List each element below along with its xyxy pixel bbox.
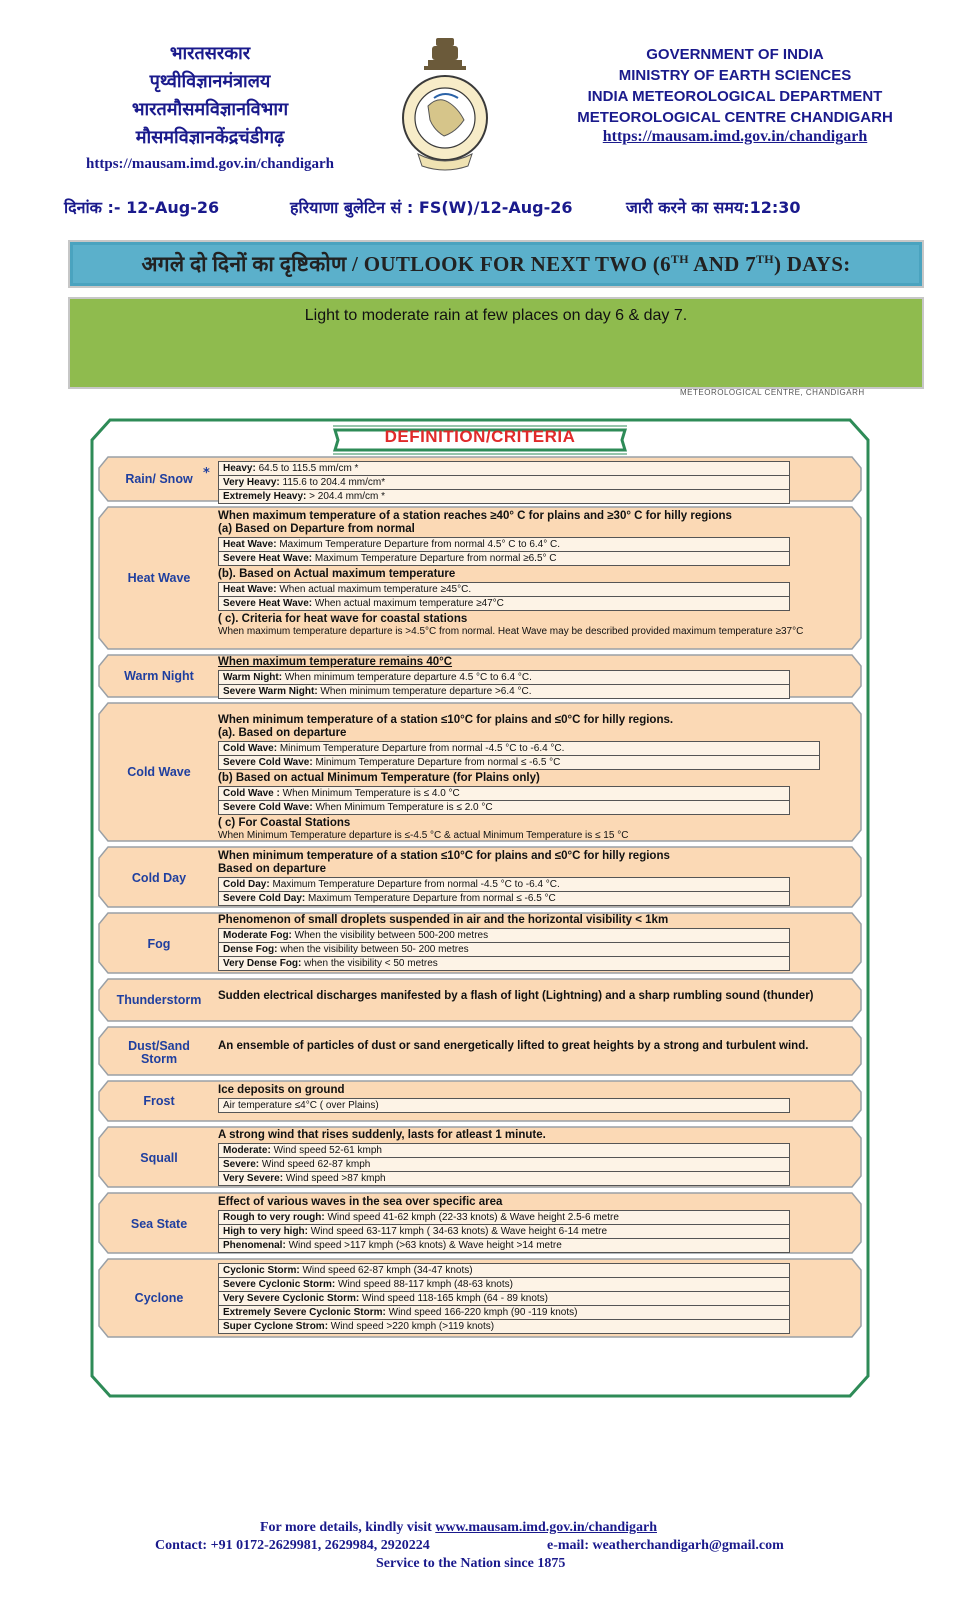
bulletin-date: दिनांक :- 12-Aug-26	[64, 198, 220, 217]
warmnight-table	[218, 670, 790, 699]
criteria-row-cold-day	[98, 846, 862, 908]
label-cyclone: Cyclone	[134, 1291, 184, 1305]
heatwave-a-row-1: Heat Wave: Maximum Temperature Departure from normal 4.5° C to 6.4° C.	[219, 538, 789, 552]
rain-row-3: Extremely Heavy: > 204.4 mm/cm *	[223, 491, 386, 502]
coldwave-b-table	[218, 786, 790, 815]
label-warm-night: Warm Night	[124, 669, 194, 683]
label-squall: Squall	[140, 1151, 178, 1165]
label-thunderstorm: Thunderstorm	[116, 993, 202, 1007]
footer-service: Service to the Nation since 1875	[376, 1556, 566, 1571]
footer-website-link[interactable]: www.mausam.imd.gov.in/chandigarh	[435, 1520, 657, 1535]
warmnight-intro: When maximum temperature remains 40°C	[218, 656, 453, 668]
seastate-table	[218, 1210, 790, 1253]
outlook-sup-2: TH	[756, 252, 774, 266]
criteria-row-sea-state	[98, 1192, 862, 1254]
outlook-sup-1: TH	[670, 252, 689, 266]
criteria-row-heat-wave	[98, 506, 862, 650]
squall-row-2: Severe: Wind speed 62-87 kmph	[219, 1158, 789, 1172]
outlook-title-bar	[68, 240, 924, 288]
outlook-text: Light to moderate rain at few places on day 6 & day 7.	[304, 307, 688, 324]
coldwave-a-row-1: Cold Wave: Minimum Temperature Departure from normal -4.5 °C to -6.4 °C.	[219, 742, 819, 756]
label-cold-wave: Cold Wave	[127, 765, 191, 779]
fog-intro: Phenomenon of small droplets suspended in air and the horizontal visibility < 1km	[218, 914, 669, 926]
label-rain-snow: Rain/ Snow	[125, 472, 193, 486]
seastate-row-1: Rough to very rough: Wind speed 41-62 kmph (22-33 knots) & Wave height 2.5-6 metre	[219, 1211, 789, 1225]
warmnight-row-2: Severe Warm Night: When minimum temperature departure >6.4 °C.	[223, 686, 532, 697]
frost-row-1: Air temperature ≤4°C ( over Plains)	[223, 1100, 379, 1111]
heatwave-a-title: (a) Based on Departure from normal	[218, 523, 415, 535]
squall-table	[218, 1143, 790, 1186]
coldwave-b-title: (b) Based on actual Minimum Temperature (for Plains only)	[218, 772, 540, 784]
coldday-table	[218, 877, 790, 906]
squall-intro: A strong wind that rises suddenly, lasts for atleast 1 minute.	[218, 1129, 546, 1141]
criteria-row-rain-snow	[98, 456, 862, 502]
heatwave-a-row-2: Severe Heat Wave: Maximum Temperature Departure from normal ≥6.5° C	[223, 553, 557, 564]
rain-row-1: Heavy: 64.5 to 115.5 mm/cm *	[219, 462, 789, 476]
definition-criteria-panel	[90, 418, 870, 1398]
footer-email[interactable]: e-mail: weatherchandigarh@gmail.com	[547, 1538, 784, 1553]
outlook-title-suffix: ) DAYS:	[773, 252, 851, 276]
english-line-1: GOVERNMENT OF INDIA	[646, 46, 824, 63]
rain-star-mark: *	[203, 466, 210, 481]
heatwave-b-row-1: Heat Wave: When actual maximum temperature ≥45°C.	[219, 583, 789, 597]
outlook-title-prefix: अगले दो दिनों का दृष्टिकोण / OUTLOOK FOR NEXT TWO (6	[141, 252, 671, 276]
label-dust-storm	[100, 1040, 218, 1066]
heatwave-intro: When maximum temperature of a station reaches ≥40° C for plains and ≥30° C for hilly regions	[218, 510, 732, 522]
hindi-url-link[interactable]: https://mausam.imd.gov.in/chandigarh	[86, 156, 334, 172]
fog-row-2: Dense Fog: when the visibility between 50- 200 metres	[219, 943, 789, 957]
english-line-2: MINISTRY OF EARTH SCIENCES	[618, 67, 852, 84]
fog-table	[218, 928, 790, 971]
imd-emblem-logo	[398, 36, 492, 176]
warmnight-row-1: Warm Night: When minimum temperature departure 4.5 °C to 6.4 °C.	[219, 671, 789, 685]
outlook-content-box	[68, 297, 924, 389]
heatwave-c-text: When maximum temperature departure is >4.5°C from normal. Heat Wave may be described provided maximum temperature ≥37°C	[218, 626, 804, 637]
coldwave-b-row-2: Severe Cold Wave: When Minimum Temperature is ≤ 2.0 °C	[223, 802, 493, 813]
hindi-line-2: पृथ्वीविज्ञानमंत्रालय	[149, 71, 271, 92]
coldday-row-1: Cold Day: Maximum Temperature Departure from normal -4.5 °C to -6.4 °C.	[219, 878, 789, 892]
english-line-3: INDIA METEOROLOGICAL DEPARTMENT	[587, 88, 883, 105]
english-header	[560, 44, 910, 146]
heatwave-a-table	[218, 537, 790, 566]
criteria-row-frost	[98, 1080, 862, 1122]
hindi-header	[60, 40, 360, 173]
seastate-intro: Effect of various waves in the sea over specific area	[218, 1196, 503, 1208]
coldday-intro: When minimum temperature of a station ≤10°C for plains and ≤0°C for hilly regions	[218, 850, 670, 862]
coldwave-a-table	[218, 741, 820, 770]
squall-row-3: Very Severe: Wind speed >87 kmph	[223, 1173, 386, 1184]
coldwave-c-title: ( c) For Coastal Stations	[218, 817, 351, 829]
heatwave-b-row-2: Severe Heat Wave: When actual maximum temperature ≥47°C	[223, 598, 504, 609]
fog-row-3: Very Dense Fog: when the visibility < 50 metres	[223, 958, 438, 969]
coldday-row-2: Severe Cold Day: Maximum Temperature Departure from normal ≤ -6.5 °C	[223, 893, 556, 904]
criteria-row-warm-night	[98, 654, 862, 698]
coldwave-c-text: When Minimum Temperature departure is ≤-4.5 °C & actual Minimum Temperature is ≤ 15 °C	[218, 830, 629, 841]
rain-row-2: Very Heavy: 115.6 to 204.4 mm/cm*	[219, 476, 789, 490]
coldwave-a-row-2: Severe Cold Wave: Minimum Temperature Departure from normal ≤ -6.5 °C	[223, 757, 561, 768]
criteria-row-cold-wave	[98, 702, 862, 842]
footer-contact: Contact: +91 0172-2629981, 2629984, 2920224	[155, 1538, 430, 1553]
label-cold-day: Cold Day	[131, 871, 187, 885]
footer-visit-line	[260, 1520, 657, 1536]
label-dust-line-1: Dust/Sand	[128, 1039, 190, 1053]
squall-row-1: Moderate: Wind speed 52-61 kmph	[219, 1144, 789, 1158]
issue-time: जारी करने का समय:12:30	[626, 198, 801, 217]
thunderstorm-text: Sudden electrical discharges manifested by a flash of light (Lightning) and a sharp rumbling sound (thunder)	[218, 990, 814, 1002]
criteria-row-fog	[98, 912, 862, 974]
outlook-title-mid: AND 7	[688, 252, 756, 276]
cyclone-row-5: Super Cyclone Strom: Wind speed >220 kmph (>119 knots)	[223, 1321, 495, 1332]
cyclone-row-1: Cyclonic Storm: Wind speed 62-87 kmph (34-47 knots)	[219, 1264, 789, 1278]
heatwave-b-title: (b). Based on Actual maximum temperature	[218, 568, 456, 580]
cyclone-table	[218, 1263, 790, 1334]
label-heat-wave: Heat Wave	[127, 571, 191, 585]
rain-table	[218, 461, 790, 504]
bulletin-number: हरियाणा बुलेटिन सं : FS(W)/12-Aug-26	[290, 198, 573, 217]
frost-intro: Ice deposits on ground	[218, 1084, 345, 1096]
label-frost: Frost	[143, 1094, 175, 1108]
hindi-line-4: मौसमविज्ञानकेंद्रचंडीगढ़	[135, 127, 285, 148]
footer-visit-text: For more details, kindly visit	[260, 1520, 436, 1535]
cyclone-row-2: Severe Cyclonic Storm: Wind speed 88-117 kmph (48-63 knots)	[219, 1278, 789, 1292]
coldday-sub: Based on departure	[218, 863, 326, 875]
seastate-row-3: Phenomenal: Wind speed >117 kmph (>63 knots) & Wave height >14 metre	[223, 1240, 562, 1251]
coldwave-b-row-1: Cold Wave : When Minimum Temperature is ≤ 4.0 °C	[219, 787, 789, 801]
criteria-row-dust-storm	[98, 1026, 862, 1076]
outlook-title	[141, 250, 850, 278]
label-sea-state: Sea State	[130, 1217, 188, 1231]
coldwave-a-title: (a). Based on departure	[218, 727, 347, 739]
criteria-row-squall	[98, 1126, 862, 1188]
cyclone-row-4: Extremely Severe Cyclonic Storm: Wind speed 166-220 kmph (90 -119 knots)	[219, 1306, 789, 1320]
english-line-4: METEOROLOGICAL CENTRE CHANDIGARH	[577, 109, 893, 126]
coldwave-intro: When minimum temperature of a station ≤10°C for plains and ≤0°C for hilly regions.	[218, 714, 674, 726]
english-url-link[interactable]: https://mausam.imd.gov.in/chandigarh	[602, 128, 868, 145]
hindi-line-3: भारतमौसमविज्ञानविभाग	[131, 99, 289, 120]
dust-text: An ensemble of particles of dust or sand energetically lifted to great heights by a strong and turbulent wind.	[218, 1040, 809, 1052]
fog-row-1: Moderate Fog: When the visibility between 500-200 metres	[219, 929, 789, 943]
label-fog: Fog	[147, 937, 171, 951]
heatwave-c-title: ( c). Criteria for heat wave for coastal stations	[218, 613, 468, 625]
criteria-row-cyclone	[98, 1258, 862, 1338]
cyclone-row-3: Very Severe Cyclonic Storm: Wind speed 118-165 kmph (64 - 89 knots)	[219, 1292, 789, 1306]
frost-table	[218, 1098, 790, 1113]
criteria-title: DEFINITION/CRITERIA	[384, 427, 576, 446]
heatwave-b-table	[218, 582, 790, 611]
criteria-row-thunderstorm	[98, 978, 862, 1022]
hindi-line-1: भारतसरकार	[169, 43, 251, 64]
seastate-row-2: High to very high: Wind speed 63-117 kmph ( 34-63 knots) & Wave height 6-14 metre	[219, 1225, 789, 1239]
label-dust-line-2: Storm	[140, 1052, 178, 1066]
outlook-faded-text: METEOROLOGICAL CENTRE, CHANDIGARH	[680, 388, 865, 397]
